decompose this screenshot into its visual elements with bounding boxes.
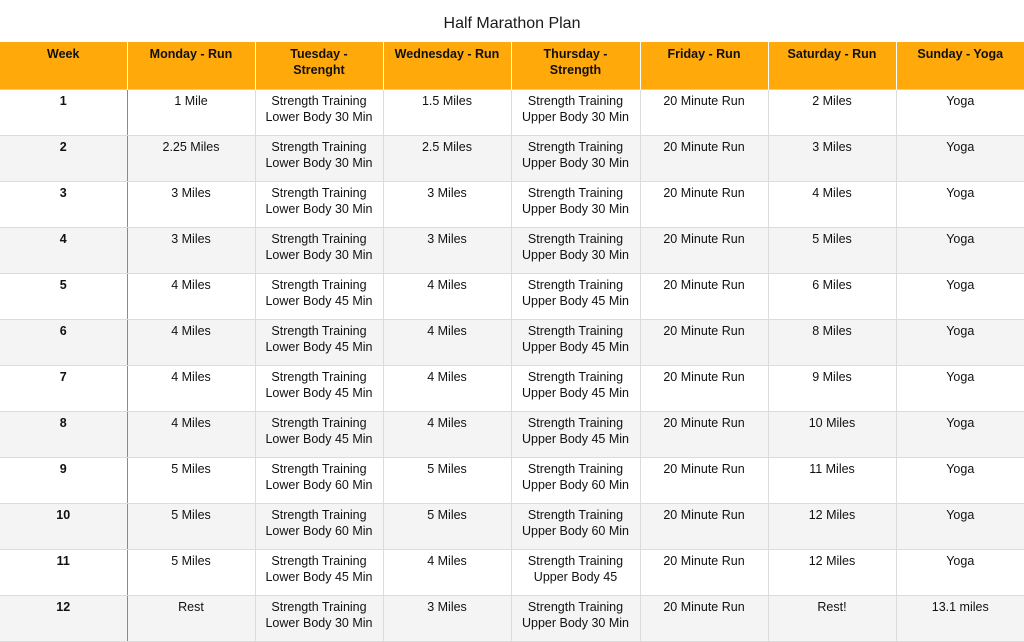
table-row [0, 90, 1024, 136]
table-cell: Strength Training Lower Body 60 Min [255, 458, 383, 504]
table-cell: Strength Training Lower Body 45 Min [255, 274, 383, 320]
table-cell: 4 Miles [127, 366, 255, 412]
header-row [0, 42, 1024, 90]
table-cell: 1.5 Miles [383, 90, 511, 136]
column-header: Sunday - Yoga [896, 42, 1024, 90]
table-cell: Yoga [896, 320, 1024, 366]
table-cell: 20 Minute Run [640, 550, 768, 596]
table-body [0, 90, 1024, 642]
table-row [0, 596, 1024, 642]
table-cell: 20 Minute Run [640, 458, 768, 504]
table-cell: Strength Training Upper Body 45 Min [511, 274, 640, 320]
table-cell: Yoga [896, 504, 1024, 550]
table-row [0, 182, 1024, 228]
table-cell: 20 Minute Run [640, 136, 768, 182]
table-cell: Yoga [896, 182, 1024, 228]
column-header: Friday - Run [640, 42, 768, 90]
table-cell: 3 Miles [127, 228, 255, 274]
table-cell: 4 Miles [127, 412, 255, 458]
table-cell: Strength Training Lower Body 45 Min [255, 412, 383, 458]
week-cell: 9 [0, 458, 127, 504]
week-cell: 2 [0, 136, 127, 182]
table-cell: Strength Training Upper Body 45 Min [511, 366, 640, 412]
table-cell: Yoga [896, 90, 1024, 136]
table-cell: 20 Minute Run [640, 320, 768, 366]
plan-table [0, 42, 1024, 642]
table-cell: Rest! [768, 596, 896, 642]
table-cell: 4 Miles [383, 550, 511, 596]
table-cell: 10 Miles [768, 412, 896, 458]
table-row [0, 320, 1024, 366]
table-cell: 1 Mile [127, 90, 255, 136]
table-row [0, 274, 1024, 320]
table-cell: 3 Miles [127, 182, 255, 228]
table-cell: 20 Minute Run [640, 412, 768, 458]
table-cell: 5 Miles [127, 458, 255, 504]
table-cell: Strength Training Upper Body 45 Min [511, 412, 640, 458]
table-cell: 11 Miles [768, 458, 896, 504]
table-cell: 20 Minute Run [640, 274, 768, 320]
table-cell: 2 Miles [768, 90, 896, 136]
table-cell: Strength Training Lower Body 30 Min [255, 136, 383, 182]
week-cell: 5 [0, 274, 127, 320]
table-cell: 20 Minute Run [640, 366, 768, 412]
week-cell: 3 [0, 182, 127, 228]
table-cell: Strength Training Lower Body 30 Min [255, 182, 383, 228]
table-cell: Yoga [896, 458, 1024, 504]
table-cell: 5 Miles [383, 504, 511, 550]
table-cell: Strength Training Upper Body 60 Min [511, 504, 640, 550]
table-cell: 13.1 miles [896, 596, 1024, 642]
column-header: Monday - Run [127, 42, 255, 90]
column-header: Wednesday - Run [383, 42, 511, 90]
week-cell: 7 [0, 366, 127, 412]
table-cell: Strength Training Lower Body 30 Min [255, 90, 383, 136]
table-row [0, 366, 1024, 412]
table-cell: 5 Miles [768, 228, 896, 274]
table-cell: 9 Miles [768, 366, 896, 412]
column-header: Week [0, 42, 127, 90]
table-cell: Yoga [896, 550, 1024, 596]
week-cell: 10 [0, 504, 127, 550]
week-cell: 12 [0, 596, 127, 642]
table-cell: 4 Miles [383, 320, 511, 366]
week-cell: 1 [0, 90, 127, 136]
column-header: Tuesday - Strenght [255, 42, 383, 90]
table-row [0, 228, 1024, 274]
table-cell: Strength Training Lower Body 60 Min [255, 504, 383, 550]
table-row [0, 458, 1024, 504]
table-cell: 12 Miles [768, 504, 896, 550]
table-cell: Strength Training Upper Body 30 Min [511, 228, 640, 274]
table-cell: Strength Training Upper Body 30 Min [511, 90, 640, 136]
table-row [0, 412, 1024, 458]
table-cell: 2.5 Miles [383, 136, 511, 182]
table-cell: 20 Minute Run [640, 596, 768, 642]
table-cell: Strength Training Upper Body 45 Min [511, 320, 640, 366]
table-cell: 20 Minute Run [640, 90, 768, 136]
table-cell: 3 Miles [383, 596, 511, 642]
table-cell: 20 Minute Run [640, 504, 768, 550]
table-cell: 3 Miles [768, 136, 896, 182]
table-cell: Yoga [896, 412, 1024, 458]
table-row [0, 550, 1024, 596]
table-cell: Strength Training Upper Body 30 Min [511, 136, 640, 182]
column-header: Thursday - Strength [511, 42, 640, 90]
table-cell: 5 Miles [127, 504, 255, 550]
table-cell: Strength Training Lower Body 45 Min [255, 550, 383, 596]
table-cell: Strength Training Lower Body 45 Min [255, 366, 383, 412]
table-cell: Strength Training Upper Body 30 Min [511, 596, 640, 642]
table-cell: Rest [127, 596, 255, 642]
table-cell: Strength Training Upper Body 60 Min [511, 458, 640, 504]
table-cell: 5 Miles [127, 550, 255, 596]
table-cell: Strength Training Upper Body 45 [511, 550, 640, 596]
week-cell: 11 [0, 550, 127, 596]
table-cell: 20 Minute Run [640, 228, 768, 274]
table-cell: 12 Miles [768, 550, 896, 596]
table-cell: 4 Miles [383, 274, 511, 320]
table-cell: Yoga [896, 136, 1024, 182]
table-row [0, 504, 1024, 550]
table-cell: 3 Miles [383, 228, 511, 274]
table-cell: 6 Miles [768, 274, 896, 320]
table-cell: 4 Miles [383, 366, 511, 412]
table-cell: Yoga [896, 274, 1024, 320]
week-cell: 4 [0, 228, 127, 274]
table-cell: Strength Training Lower Body 30 Min [255, 596, 383, 642]
table-cell: 4 Miles [768, 182, 896, 228]
table-cell: Strength Training Upper Body 30 Min [511, 182, 640, 228]
table-cell: 5 Miles [383, 458, 511, 504]
table-cell: Strength Training Lower Body 30 Min [255, 228, 383, 274]
table-cell: 20 Minute Run [640, 182, 768, 228]
table-cell: 3 Miles [383, 182, 511, 228]
table-cell: 4 Miles [127, 274, 255, 320]
table-cell: 8 Miles [768, 320, 896, 366]
table-cell: Strength Training Lower Body 45 Min [255, 320, 383, 366]
table-cell: 4 Miles [383, 412, 511, 458]
table-cell: Yoga [896, 228, 1024, 274]
table-cell: 2.25 Miles [127, 136, 255, 182]
table-row [0, 136, 1024, 182]
table-cell: 4 Miles [127, 320, 255, 366]
page-title: Half Marathon Plan [443, 15, 581, 32]
column-header: Saturday - Run [768, 42, 896, 90]
week-cell: 8 [0, 412, 127, 458]
week-cell: 6 [0, 320, 127, 366]
table-cell: Yoga [896, 366, 1024, 412]
